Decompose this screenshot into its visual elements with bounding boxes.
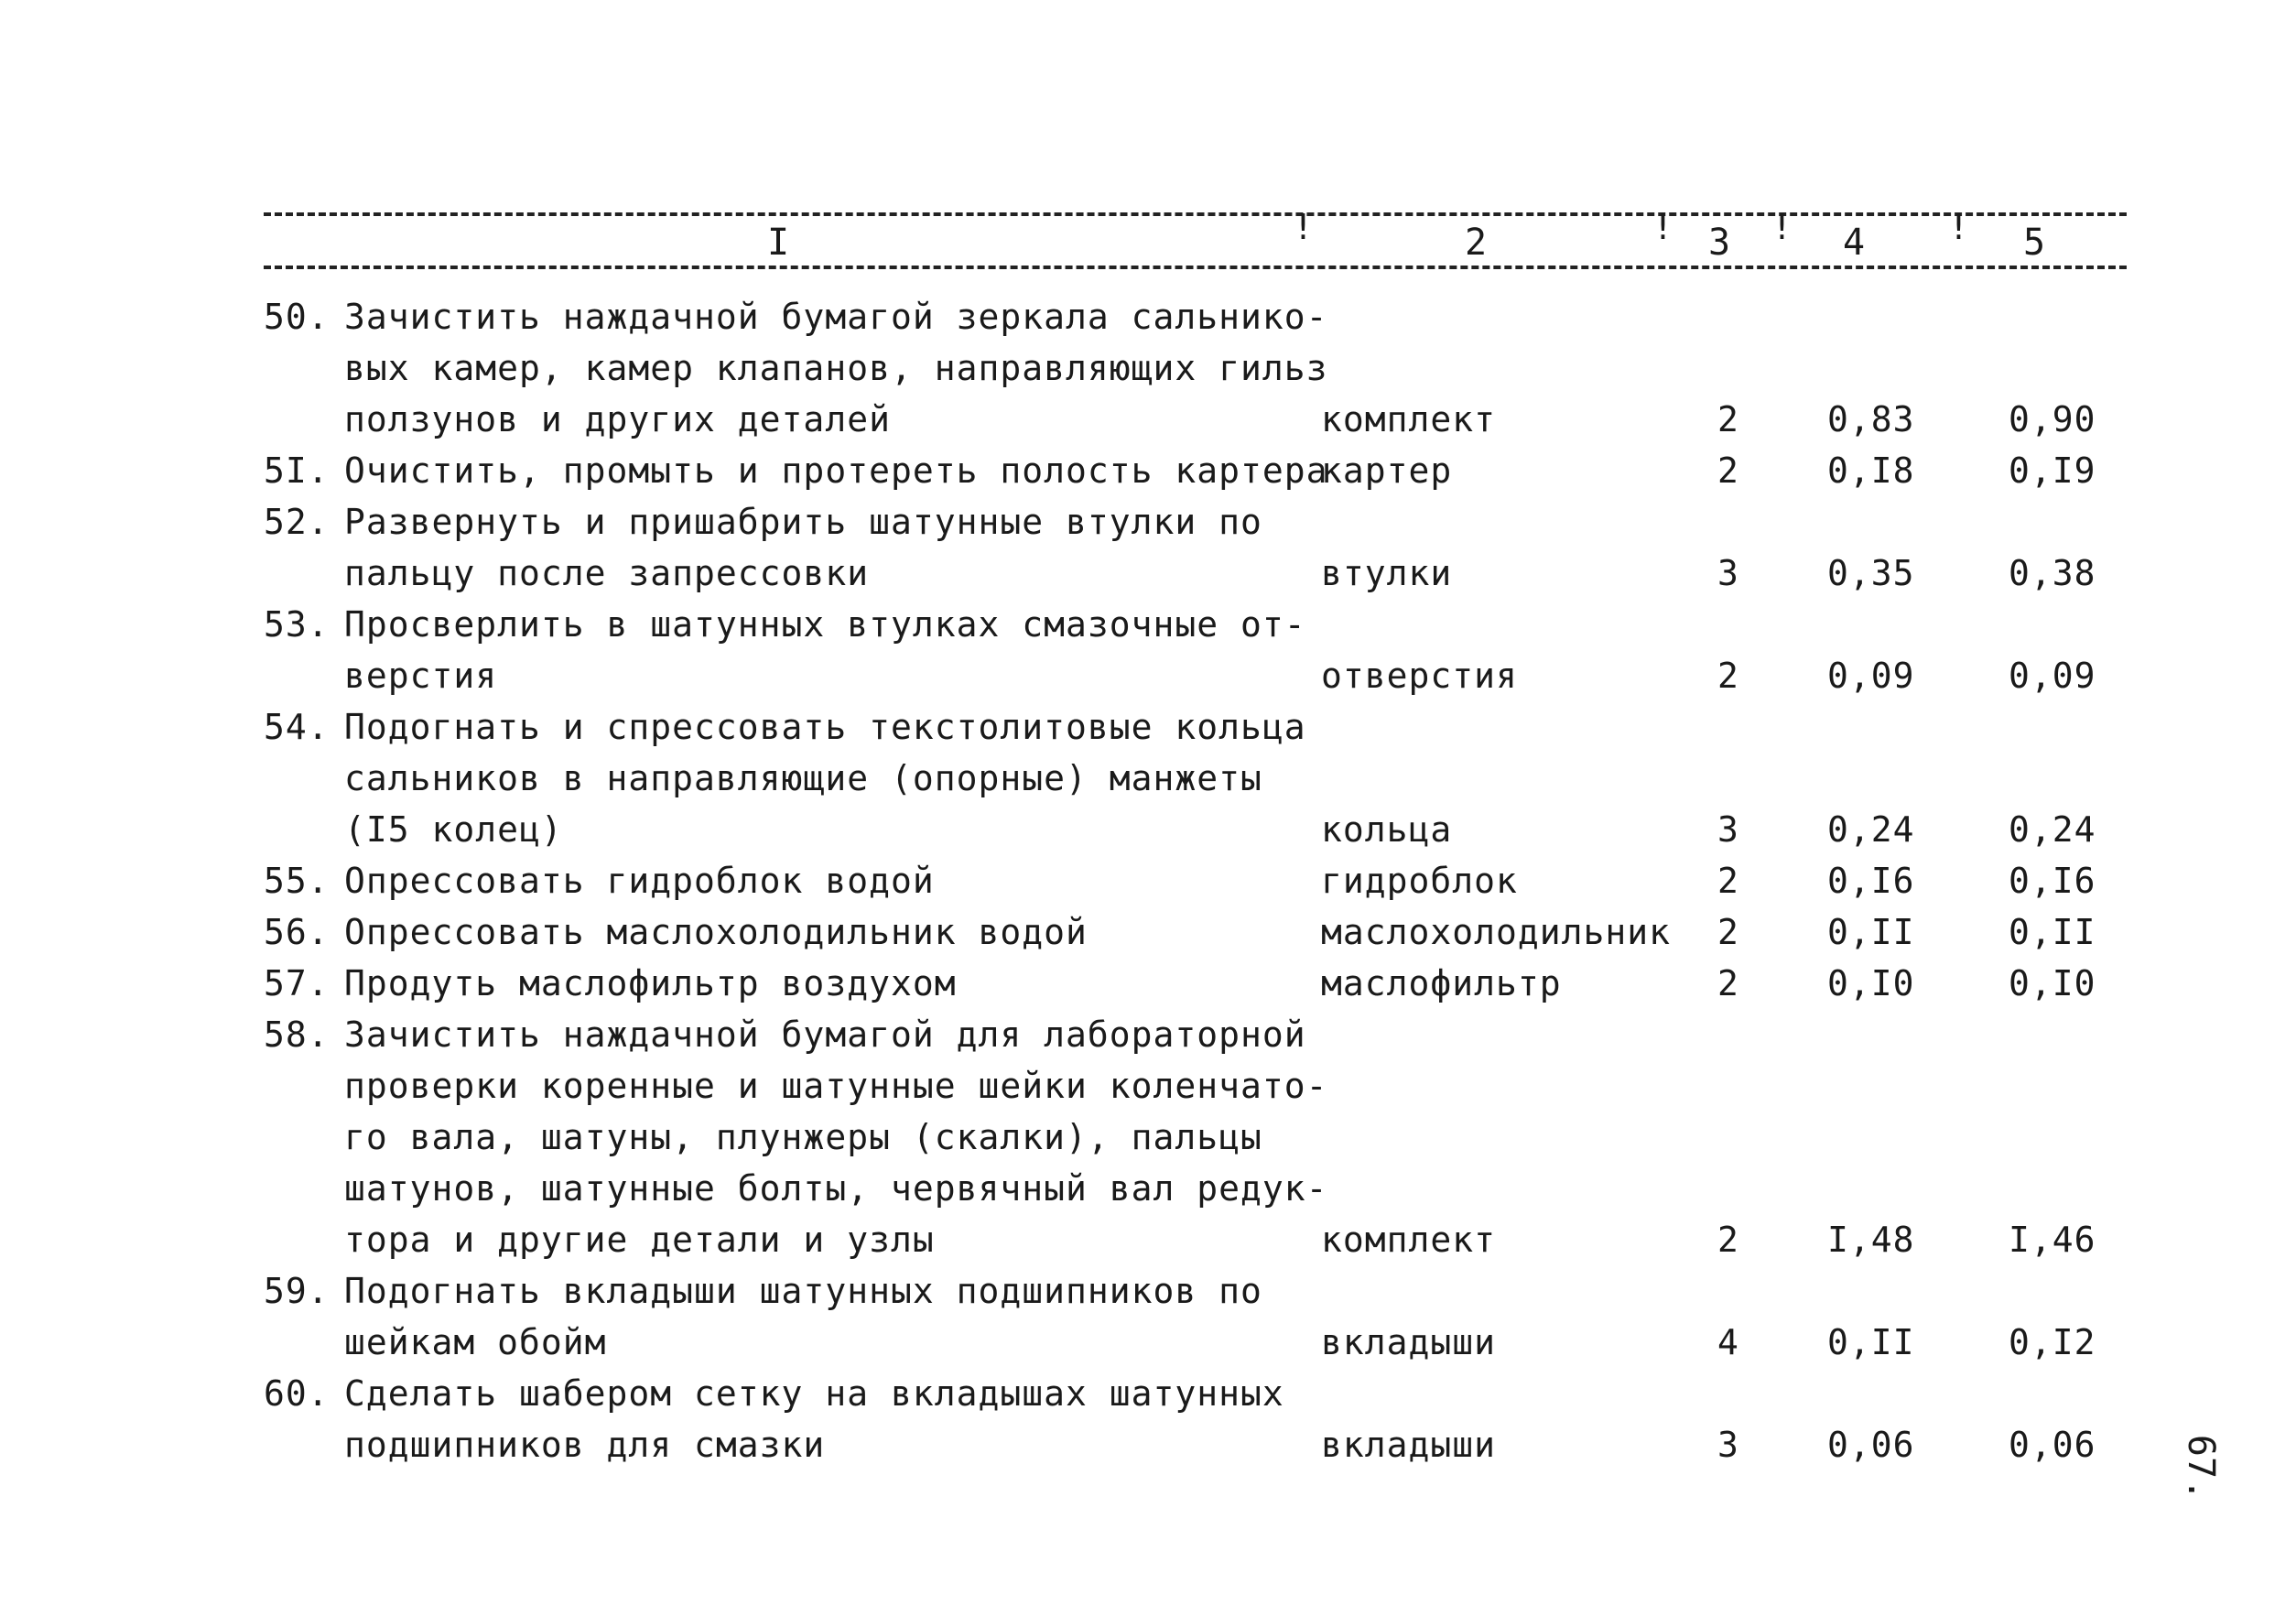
row-quantity: 2	[1717, 399, 1739, 439]
row-value-col5: I,46	[2009, 1220, 2096, 1260]
row-value-col4: 0,09	[1827, 656, 1915, 696]
row-unit: картер	[1321, 450, 1453, 491]
row-number: 56.	[264, 912, 330, 952]
row-description-line: вых камер, камер клапанов, направляющих гильз	[344, 348, 1328, 388]
row-value-col4: 0,24	[1827, 809, 1915, 850]
row-value-col5: 0,I9	[2009, 450, 2096, 491]
row-value-col4: 0,I0	[1827, 963, 1915, 1003]
row-description-line: Зачистить наждачной бумагой зеркала сальнико-	[344, 297, 1328, 337]
row-description-line: (I5 колец)	[344, 809, 563, 850]
row-value-col5: 0,I0	[2009, 963, 2096, 1003]
row-unit: гидроблок	[1321, 861, 1518, 901]
row-quantity: 3	[1717, 553, 1739, 593]
row-description-line: го вала, шатуны, плунжеры (скалки), пальцы	[344, 1117, 1262, 1157]
header-bottom-rule	[264, 266, 2127, 269]
row-value-col5: 0,24	[2009, 809, 2096, 850]
column-separator: !	[1293, 207, 1314, 247]
row-value-col5: 0,I6	[2009, 861, 2096, 901]
row-quantity: 2	[1717, 656, 1739, 696]
row-unit: отверстия	[1321, 656, 1518, 696]
row-number: 50.	[264, 297, 330, 337]
row-value-col4: 0,06	[1827, 1425, 1915, 1465]
row-description-line: сальников в направляющие (опорные) манжеты	[344, 758, 1262, 798]
row-description-line: Очистить, промыть и протереть полость картера	[344, 450, 1328, 491]
row-unit: комплект	[1321, 399, 1497, 439]
row-quantity: 3	[1717, 1425, 1739, 1465]
row-number: 54.	[264, 707, 330, 747]
row-number: 52.	[264, 502, 330, 542]
row-value-col5: 0,90	[2009, 399, 2096, 439]
row-unit: кольца	[1321, 809, 1453, 850]
row-description-line: пальцу после запрессовки	[344, 553, 870, 593]
row-description-line: Сделать шабером сетку на вкладышах шатунных	[344, 1373, 1284, 1414]
row-description-line: подшипников для смазки	[344, 1425, 826, 1465]
row-unit: втулки	[1321, 553, 1453, 593]
row-value-col4: 0,II	[1827, 912, 1915, 952]
row-unit: вкладыши	[1321, 1322, 1497, 1362]
row-value-col4: 0,35	[1827, 553, 1915, 593]
row-number: 55.	[264, 861, 330, 901]
row-number: 58.	[264, 1014, 330, 1055]
column-separator: !	[1771, 207, 1792, 247]
row-number: 57.	[264, 963, 330, 1003]
row-value-col4: 0,I8	[1827, 450, 1915, 491]
row-description-line: верстия	[344, 656, 498, 696]
row-unit: комплект	[1321, 1220, 1497, 1260]
row-description-line: шейкам обойм	[344, 1322, 607, 1362]
row-value-col4: 0,83	[1827, 399, 1915, 439]
row-value-col5: 0,I2	[2009, 1322, 2096, 1362]
row-quantity: 3	[1717, 809, 1739, 850]
row-description-line: ползунов и других деталей	[344, 399, 891, 439]
row-number: 5I.	[264, 450, 330, 491]
row-quantity: 2	[1717, 1220, 1739, 1260]
row-number: 53.	[264, 604, 330, 645]
column-header-5: 5	[2023, 222, 2046, 264]
column-header-2: 2	[1465, 222, 1488, 264]
row-number: 60.	[264, 1373, 330, 1414]
row-value-col5: 0,II	[2009, 912, 2096, 952]
column-header-4: 4	[1843, 222, 1866, 264]
row-value-col4: 0,I6	[1827, 861, 1915, 901]
row-description-line: Развернуть и пришабрить шатунные втулки по	[344, 502, 1262, 542]
column-separator: !	[1948, 207, 1969, 247]
row-quantity: 2	[1717, 963, 1739, 1003]
row-description-line: Зачистить наждачной бумагой для лабораторной	[344, 1014, 1306, 1055]
row-quantity: 4	[1717, 1322, 1739, 1362]
row-description-line: Подогнать вкладыши шатунных подшипников по	[344, 1271, 1262, 1311]
column-header-3: 3	[1708, 222, 1731, 264]
row-quantity: 2	[1717, 450, 1739, 491]
row-number: 59.	[264, 1271, 330, 1311]
row-description-line: шатунов, шатунные болты, червячный вал редук-	[344, 1168, 1328, 1209]
row-unit: маслофильтр	[1321, 963, 1562, 1003]
row-description-line: Просверлить в шатунных втулках смазочные от-	[344, 604, 1306, 645]
header-top-rule	[264, 212, 2127, 216]
row-value-col5: 0,38	[2009, 553, 2096, 593]
row-description-line: Продуть маслофильтр воздухом	[344, 963, 957, 1003]
row-unit: вкладыши	[1321, 1425, 1497, 1465]
column-separator: !	[1652, 207, 1673, 247]
row-value-col5: 0,06	[2009, 1425, 2096, 1465]
row-description-line: тора и другие детали и узлы	[344, 1220, 935, 1260]
column-header-1: I	[767, 222, 790, 264]
row-description-line: Опрессовать гидроблок водой	[344, 861, 935, 901]
row-description-line: проверки коренные и шатунные шейки коленчато-	[344, 1066, 1328, 1106]
row-quantity: 2	[1717, 912, 1739, 952]
row-quantity: 2	[1717, 861, 1739, 901]
row-value-col4: 0,II	[1827, 1322, 1915, 1362]
row-value-col4: I,48	[1827, 1220, 1915, 1260]
row-value-col5: 0,09	[2009, 656, 2096, 696]
row-description-line: Подогнать и спрессовать текстолитовые кольца	[344, 707, 1306, 747]
row-unit: маслохолодильник	[1321, 912, 1672, 952]
page-number: 67.	[2180, 1434, 2223, 1502]
row-description-line: Опрессовать маслохолодильник водой	[344, 912, 1088, 952]
